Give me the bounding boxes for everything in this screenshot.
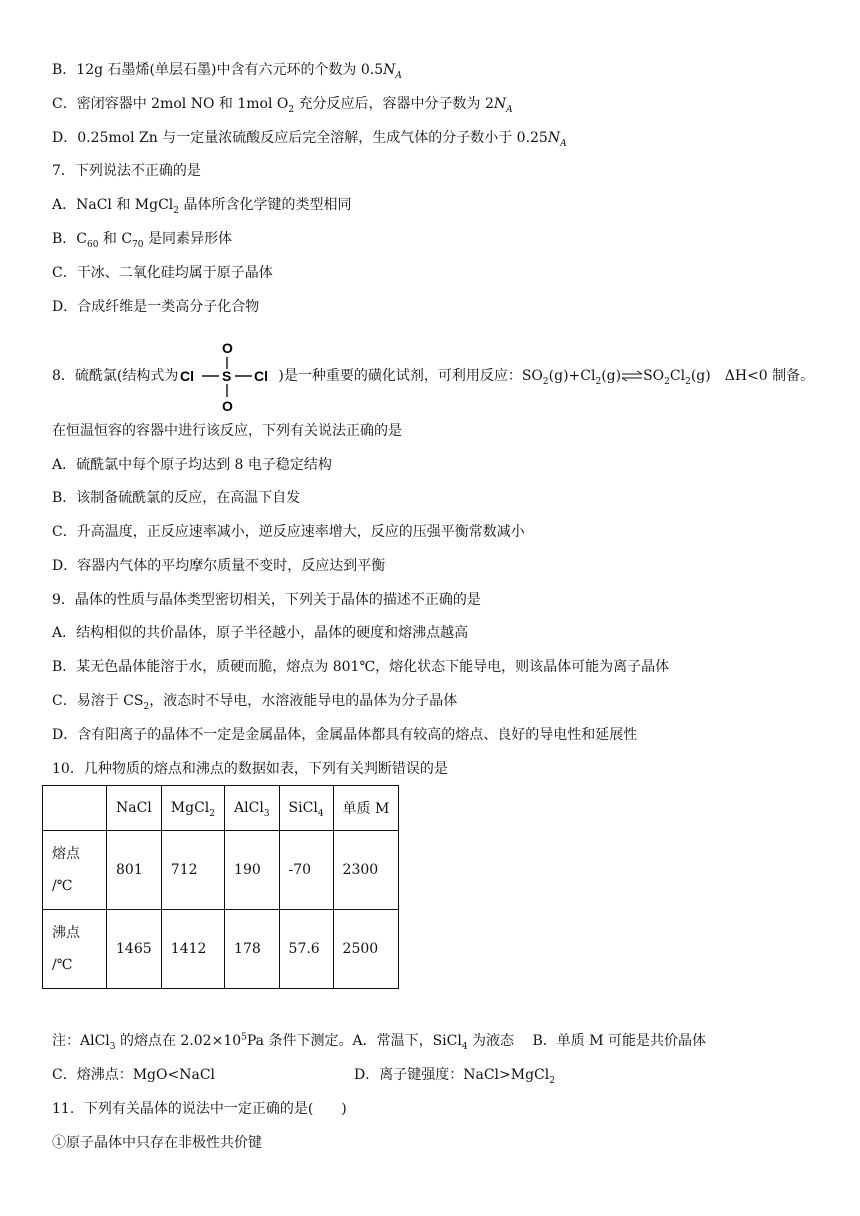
q8-option-d: D．容器内气体的平均摩尔质量不变时，反应达到平衡 [52, 558, 386, 574]
equilibrium-arrow-icon [621, 370, 643, 382]
table-row [43, 831, 399, 910]
table-cell: 190 [225, 831, 280, 910]
q9-option-d: D．含有阳离子的晶体不一定是金属晶体，金属晶体都具有较高的熔点、良好的导电性和延展性 [52, 727, 638, 743]
struct-o-top: O [222, 340, 234, 356]
sulfuryl-chloride-structure [180, 340, 276, 414]
table-header-cell: AlCl$_3$ [225, 786, 280, 831]
table-header-cell: 单质 M [333, 786, 399, 831]
q11-item-1: ①原子晶体中只存在非极性共价键 [52, 1135, 262, 1151]
struct-cl-right: Cl [254, 368, 269, 384]
q10-option-c: C．熔沸点：MgO<NaCl [52, 1067, 216, 1083]
q9-stem: 9．晶体的性质与晶体类型密切相关，下列关于晶体的描述不正确的是 [52, 592, 481, 608]
q10-option-d: D．离子键强度：NaCl>MgCl$_2$ [354, 1067, 555, 1086]
table-corner-cell [43, 786, 107, 831]
table-header-cell: SiCl$_4$ [279, 786, 333, 831]
struct-s: S [222, 368, 232, 384]
melting-boiling-table [42, 785, 399, 989]
table-cell: 178 [225, 910, 280, 989]
q9-option-b: B．某无色晶体能溶于水，质硬而脆，熔点为 801℃，熔化状态下能导电，则该晶体可能为离子晶体 [52, 659, 670, 675]
q7-option-b: B．$C_{60}$ 和 $C_{70}$ 是同素异形体 [52, 231, 232, 250]
table-row [43, 910, 399, 989]
table-cell: 2500 [333, 910, 399, 989]
table-cell: 712 [161, 831, 224, 910]
q8-option-c: C．升高温度，正反应速率减小，逆反应速率增大，反应的压强平衡常数减小 [52, 524, 525, 540]
table-cell: 2300 [333, 831, 399, 910]
q10-stem: 10．几种物质的熔点和沸点的数据如表，下列有关判断错误的是 [52, 761, 448, 777]
q7-option-d: D．合成纤维是一类高分子化合物 [52, 299, 260, 315]
q6-option-c: C．密闭容器中 2mol NO 和 1mol $O_2$ 充分反应后，容器中分子数为 $2N_A$ [52, 96, 513, 115]
q7-option-a: A．NaCl 和 MgCl$_2$ 晶体所含化学键的类型相同 [52, 197, 352, 216]
table-row-label: 沸点 /℃ [43, 910, 107, 989]
q7-stem: 7．下列说法不正确的是 [52, 163, 201, 179]
table-header-cell: MgCl$_2$ [161, 786, 224, 831]
struct-cl-left: Cl [180, 368, 195, 384]
q9-option-c: C．易溶于 $CS_2$，液态时不导电，水溶液能导电的晶体为分子晶体 [52, 693, 458, 712]
table-cell: 57.6 [279, 910, 333, 989]
table-header-row [43, 786, 399, 831]
q6-option-d: D．0.25mol Zn 与一定量浓硫酸反应后完全溶解，生成气体的分子数小于 $0.25N_A$ [52, 130, 567, 149]
q10-note-and-options: 注：AlCl$_3$ 的熔点在 $2.02\times 10^5Pa$ 条件下测定。A．常温下，SiCl$_4$ 为液态 B．单质 M 可能是共价晶体 [52, 1032, 707, 1052]
table-cell: -70 [279, 831, 333, 910]
q8-option-b: B．该制备硫酰氯的反应，在高温下自发 [52, 490, 301, 506]
q8-stem: 8．硫酰氯(结构式为 O Cl S Cl O )是一种重要的磺化试剂，可利用反应：$SO_2(g)+Cl_2(g)$ $SO_2Cl_2(g)$ ΔH<0 制备。 [52, 340, 815, 414]
q7-option-c: C．干冰、二氧化硅均属于原子晶体 [52, 265, 273, 281]
q8-stem-continued: 在恒温恒容的容器中进行该反应，下列有关说法正确的是 [52, 423, 402, 439]
q11-stem: 11．下列有关晶体的说法中一定正确的是( ) [52, 1101, 347, 1117]
struct-o-bottom: O [222, 398, 234, 414]
q9-option-a: A．结构相似的共价晶体，原子半径越小，晶体的硬度和熔沸点越高 [52, 625, 469, 641]
q8-option-a: A．硫酰氯中每个原子均达到 8 电子稳定结构 [52, 457, 332, 473]
table-header-cell: NaCl [107, 786, 162, 831]
q6-option-b: B．12g 石墨烯(单层石墨)中含有六元环的个数为 $0.5N_A$ [52, 62, 402, 81]
table-row-label: 熔点 /℃ [43, 831, 107, 910]
table-cell: 801 [107, 831, 162, 910]
table-cell: 1412 [161, 910, 224, 989]
table-cell: 1465 [107, 910, 162, 989]
